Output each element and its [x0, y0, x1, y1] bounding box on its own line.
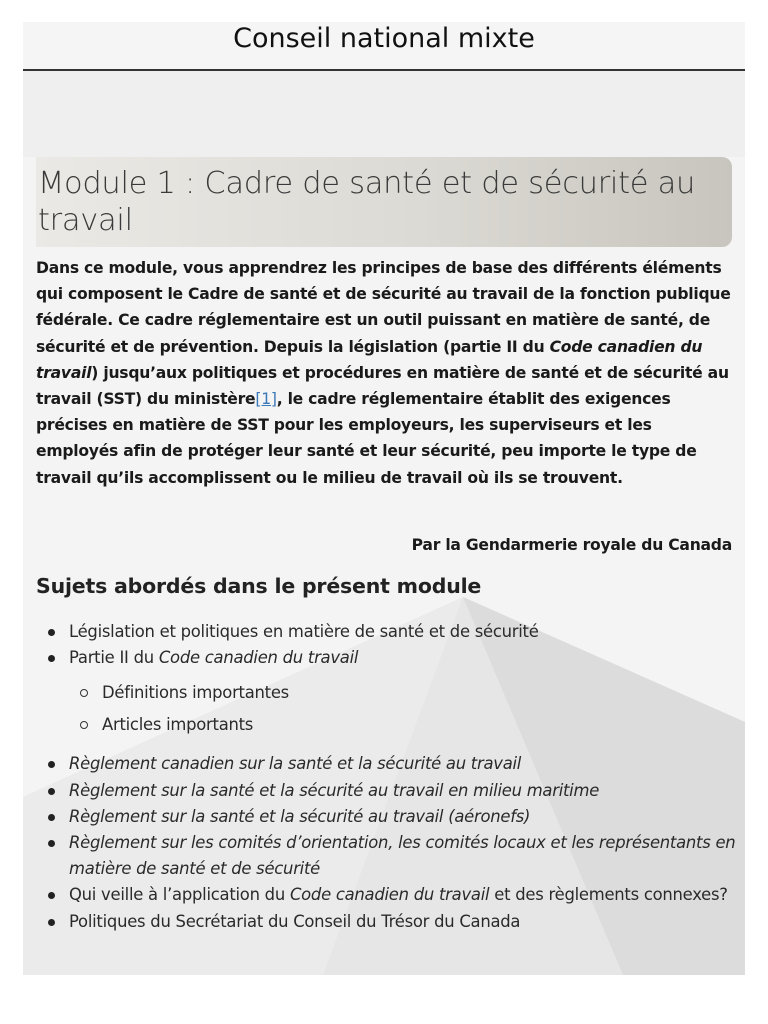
page-header: [23, 22, 745, 71]
intro-code-title: Code canadien du travail: [36, 337, 703, 382]
intro-text-3: , le cadre réglementaire établit des exigences précises en matière de SST pour les employeurs, les superviseurs et les employés afin de protéger leur santé et leur sécurité, peu importe le type de travail qu’ils accomplissent ou le milieu de travail où ils se trouvent.: [36, 390, 697, 487]
list-item-italic: Code canadien du travail: [158, 648, 359, 668]
list-item-text: Articles importants: [102, 714, 254, 734]
list-item-italic: Règlement sur la santé et la sécurité au travail en milieu maritime: [69, 780, 600, 800]
list-item: [36, 751, 736, 777]
topics-list: [36, 619, 736, 935]
intro-paragraph: [36, 255, 736, 491]
header-band: [23, 71, 745, 157]
list-item-text: Partie II du: [69, 648, 159, 668]
byline: Par la Gendarmerie royale du Canada: [411, 536, 732, 554]
intro-text-1: Dans ce module, vous apprendrez les principes de base des différents éléments qui composent le Cadre de santé et de sécurité au travail de la fonction publique fédérale. Ce cadre réglementaire est un outil puissant en matière de santé, de sécurité et de prévention. Depuis la législation (partie II du: [36, 259, 731, 356]
list-item: [36, 645, 736, 671]
module-title-box: [36, 157, 732, 247]
list-item-text: Politiques du Secrétariat du Conseil du Trésor du Canada: [69, 911, 521, 931]
module-title: Module 1 : Cadre de santé et de sécurité au travail: [38, 166, 696, 238]
list-item-italic: Règlement sur les comités d’orientation, les comités locaux et les représentants en matière de santé et de sécurité: [69, 833, 736, 879]
list-item: [36, 804, 736, 830]
sub-list-item: [36, 709, 736, 741]
list-item-text: Législation et politiques en matière de santé et de sécurité: [69, 622, 539, 641]
list-item-italic: Règlement canadien sur la santé et la sécurité au travail: [69, 754, 522, 774]
sub-list-item: [36, 677, 736, 709]
footnote-link[interactable]: [1]: [255, 390, 277, 409]
list-item: [36, 909, 736, 935]
list-item-text: Qui veille à l’application du: [69, 885, 290, 905]
topics-heading: Sujets abordés dans le présent module: [36, 574, 482, 598]
list-item: [36, 619, 736, 645]
document-page: [23, 22, 745, 975]
list-item: [36, 830, 736, 882]
list-item-text: et des règlements connexes?: [489, 885, 728, 905]
list-item-text: Définitions importantes: [102, 683, 289, 703]
header-title: Conseil national mixte: [233, 23, 535, 54]
list-item: [36, 882, 736, 908]
list-item: [36, 778, 736, 804]
list-item-italic: Code canadien du travail: [289, 885, 490, 905]
intro-text-2: ) jusqu’aux politiques et procédures en matière de santé et de sécurité au travail (SST) du ministère: [36, 363, 729, 409]
list-item-italic: Règlement sur la santé et la sécurité au travail (aéronefs): [69, 806, 531, 826]
